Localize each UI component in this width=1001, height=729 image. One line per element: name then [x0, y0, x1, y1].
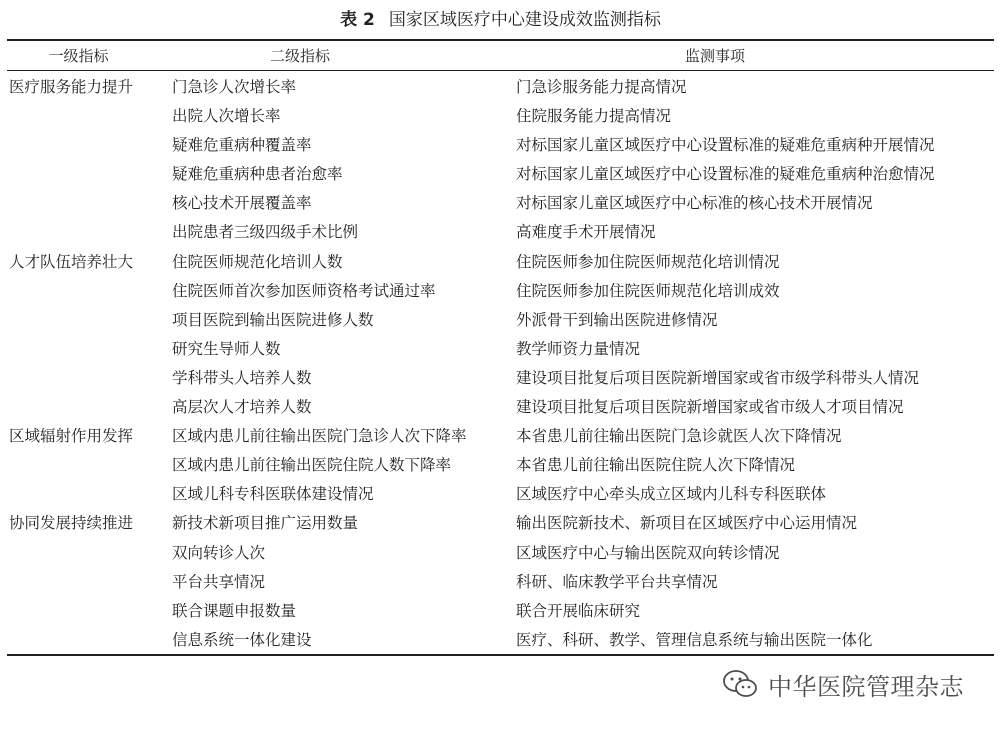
- cell-level2: 门急诊人次增长率: [172, 78, 297, 96]
- cell-level2: 区域内患儿前往输出医院门急诊人次下降率: [172, 427, 467, 446]
- cell-monitoring: 建设项目批复后项目医院新增国家或省市级学科带头人情况: [516, 368, 920, 387]
- table-row: [0, 73, 1001, 102]
- cell-monitoring: 科研、临床教学平台共享情况: [516, 572, 718, 591]
- cell-monitoring: 门急诊服务能力提高情况: [516, 78, 687, 96]
- header-monitoring: 监测事项: [684, 47, 745, 65]
- cell-monitoring: 住院服务能力提高情况: [516, 107, 672, 126]
- cell-monitoring: 住院医师参加住院医师规范化培训成效: [516, 281, 780, 300]
- table-header: [0, 42, 1001, 70]
- cell-monitoring: 区域医疗中心与输出医院双向转诊情况: [516, 543, 780, 562]
- cell-level2: 住院医师规范化培训人数: [172, 252, 343, 271]
- table-row: [0, 364, 1001, 393]
- cell-level2: 双向转诊人次: [172, 543, 266, 562]
- table-row: [0, 335, 1001, 364]
- watermark-text: 中华医院管理杂志: [768, 672, 964, 701]
- cell-level2: 区域儿科专科医联体建设情况: [172, 485, 374, 504]
- cell-level2: 联合课题申报数量: [172, 601, 297, 620]
- table-row: [0, 102, 1001, 131]
- table-row: [0, 248, 1001, 277]
- cell-monitoring: 外派骨干到输出医院进修情况: [516, 310, 718, 329]
- header-level1: 一级指标: [48, 47, 109, 65]
- cell-monitoring: 输出医院新技术、新项目在区域医疗中心运用情况: [516, 514, 858, 533]
- top-rule: [7, 39, 994, 41]
- table-row: [0, 451, 1001, 480]
- cell-level2: 住院医师首次参加医师资格考试通过率: [172, 281, 436, 300]
- cell-monitoring: 医疗、科研、教学、管理信息系统与输出医院一体化: [516, 630, 873, 649]
- cell-level1: 区域辐射作用发挥: [9, 427, 134, 446]
- cell-level2: 出院患者三级四级手术比例: [172, 223, 359, 242]
- watermark: [722, 664, 964, 704]
- table-row: [0, 568, 1001, 597]
- table-row: [0, 189, 1001, 218]
- cell-level2: 研究生导师人数: [172, 339, 281, 358]
- cell-monitoring: 本省患儿前往输出医院住院人次下降情况: [516, 456, 796, 475]
- bottom-rule: [7, 654, 994, 656]
- header-rule: [7, 70, 994, 71]
- cell-level1: 人才队伍培养壮大: [9, 252, 134, 271]
- table-row: [0, 131, 1001, 160]
- table-row: [0, 306, 1001, 335]
- table-row: [0, 160, 1001, 189]
- cell-level2: 平台共享情况: [172, 572, 266, 591]
- cell-monitoring: 住院医师参加住院医师规范化培训情况: [516, 252, 780, 271]
- table-row: [0, 422, 1001, 451]
- cell-level2: 高层次人才培养人数: [172, 398, 312, 417]
- cell-level1: 协同发展持续推进: [9, 514, 134, 533]
- cell-level2: 疑难危重病种患者治愈率: [172, 165, 343, 184]
- cell-monitoring: 联合开展临床研究: [516, 601, 641, 620]
- cell-monitoring: 对标国家儿童区域医疗中心设置标准的疑难危重病种开展情况: [516, 136, 935, 155]
- table-row: [0, 509, 1001, 538]
- cell-monitoring: 建设项目批复后项目医院新增国家或省市级人才项目情况: [516, 398, 904, 417]
- table-row: [0, 393, 1001, 422]
- cell-monitoring: 本省患儿前往输出医院门急诊就医人次下降情况: [516, 427, 842, 446]
- table-title: 国家区域医疗中心建设成效监测指标: [388, 10, 661, 30]
- cell-level1: 医疗服务能力提升: [9, 78, 134, 96]
- table-row: [0, 480, 1001, 509]
- cell-level2: 新技术新项目推广运用数量: [172, 514, 359, 533]
- cell-monitoring: 对标国家儿童区域医疗中心标准的核心技术开展情况: [516, 194, 873, 213]
- table-body: [0, 73, 1001, 655]
- table-row: [0, 626, 1001, 655]
- cell-level2: 项目医院到输出医院进修人数: [172, 310, 374, 329]
- cell-monitoring: 高难度手术开展情况: [516, 223, 656, 242]
- table-number: 表 2: [340, 10, 375, 30]
- cell-monitoring: 教学师资力量情况: [516, 339, 641, 358]
- cell-level2: 区域内患儿前往输出医院住院人数下降率: [172, 456, 452, 475]
- table-row: [0, 218, 1001, 247]
- header-level2: 二级指标: [269, 47, 330, 65]
- cell-level2: 学科带头人培养人数: [172, 368, 312, 387]
- cell-level2: 信息系统一体化建设: [172, 630, 312, 649]
- cell-level2: 核心技术开展覆盖率: [172, 194, 312, 213]
- wechat-icon: [722, 668, 760, 700]
- cell-monitoring: 对标国家儿童区域医疗中心设置标准的疑难危重病种治愈情况: [516, 165, 935, 184]
- cell-level2: 出院人次增长率: [172, 107, 281, 126]
- table-row: [0, 277, 1001, 306]
- cell-level2: 疑难危重病种覆盖率: [172, 136, 312, 155]
- table-row: [0, 597, 1001, 626]
- cell-monitoring: 区域医疗中心牵头成立区域内儿科专科医联体: [516, 485, 827, 504]
- table-row: [0, 539, 1001, 568]
- table-caption: [0, 8, 1001, 32]
